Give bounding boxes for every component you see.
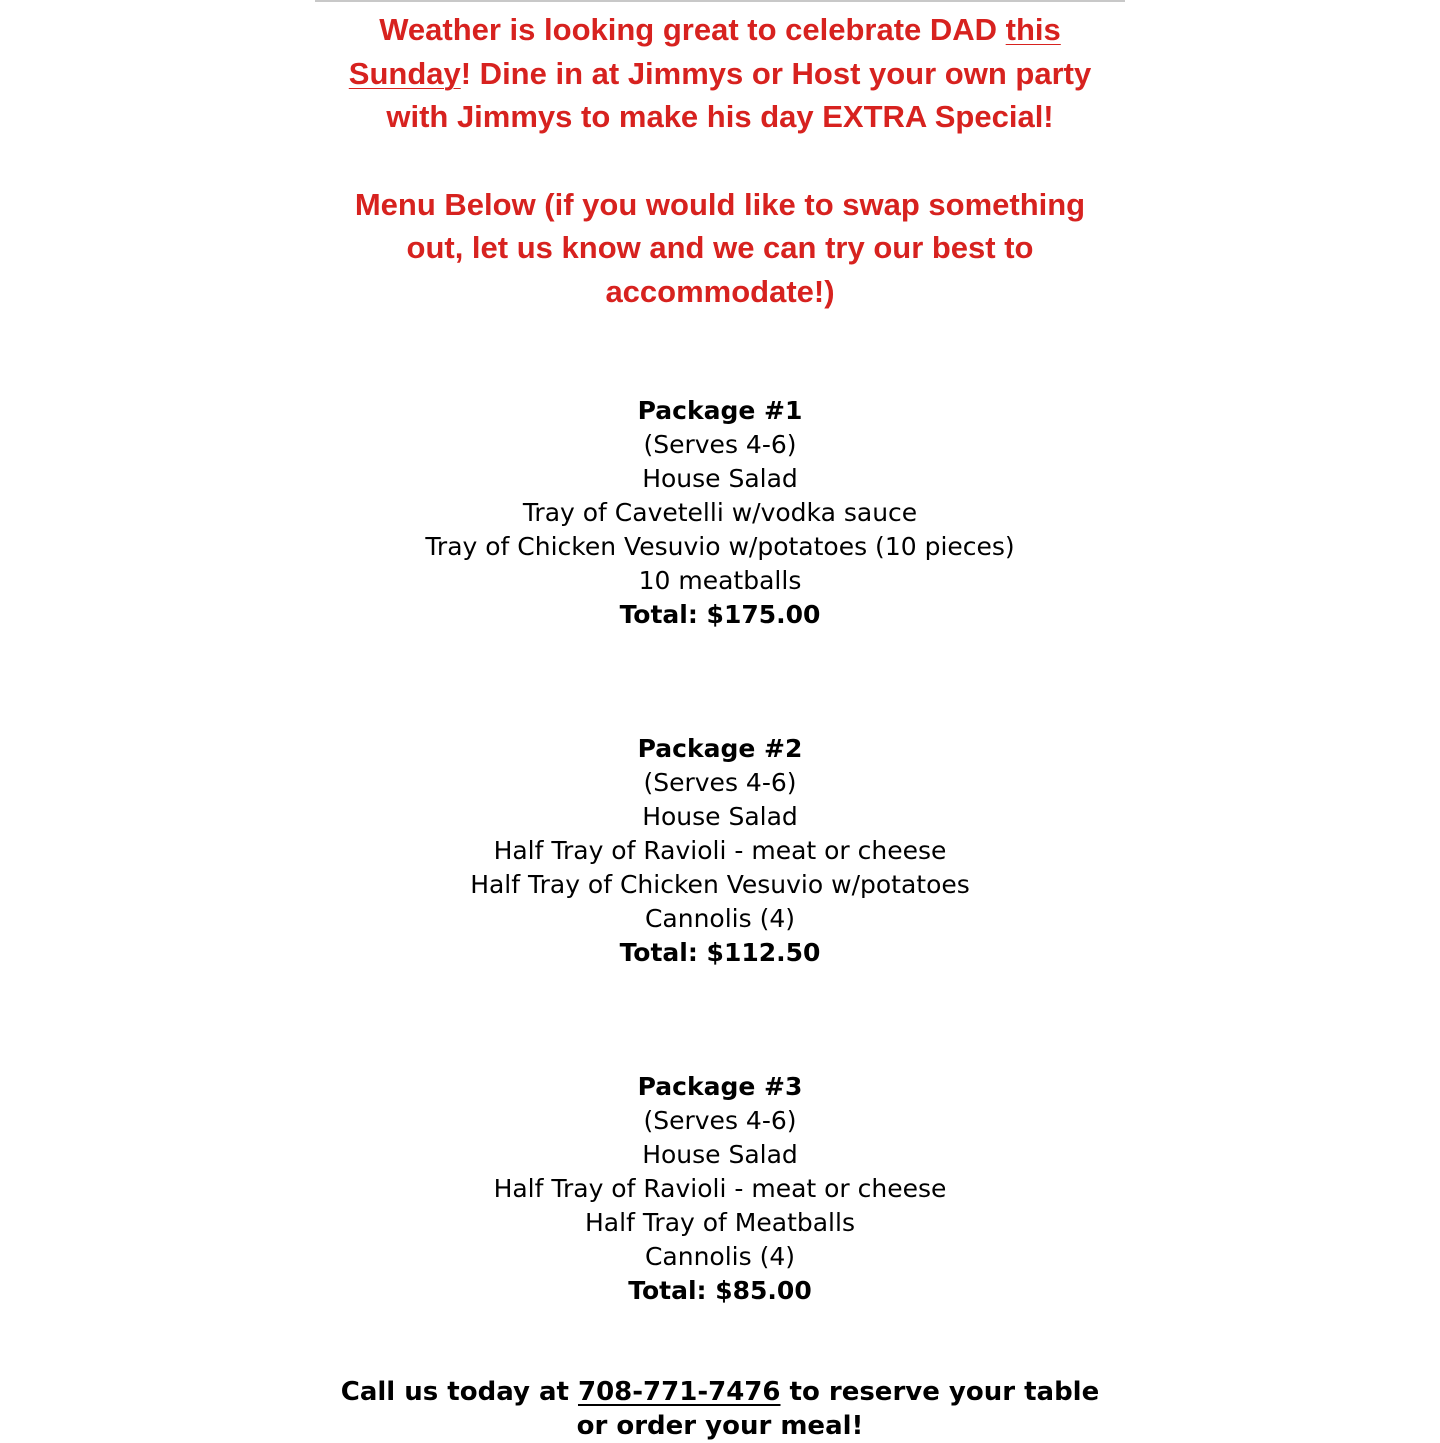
package-serves: (Serves 4-6): [643, 430, 797, 459]
package-item: House Salad: [642, 1140, 798, 1169]
top-divider: [315, 0, 1125, 2]
package-title: Package #2: [637, 734, 803, 763]
announcement-text: [340, 8, 1100, 313]
call-to-action: [340, 1375, 1100, 1443]
menu-note: Menu Below (if you would like to swap something out, let us know and we can try our best to accommodate!): [354, 186, 1086, 309]
package-title: Package #1: [637, 396, 803, 425]
package-item: House Salad: [642, 802, 798, 831]
this-sunday-link-part1: this: [1005, 12, 1061, 47]
package-serves: (Serves 4-6): [643, 1106, 797, 1135]
package-item: Tray of Chicken Vesuvio w/potatoes (10 pieces): [425, 532, 1015, 561]
package-item: Half Tray of Ravioli - meat or cheese: [493, 836, 947, 865]
package-total: Total: $175.00: [619, 600, 821, 629]
this-sunday-link-part2: Sunday: [348, 55, 461, 91]
announcement-rest: ! Dine in at Jimmys or Host your own party with Jimmys to make his day EXTRA Special!: [386, 55, 1092, 134]
package-1: [340, 394, 1100, 632]
announcement-paragraph: [340, 8, 1100, 139]
package-total: Total: $85.00: [628, 1276, 812, 1305]
package-item: Cannolis (4): [644, 1242, 796, 1271]
package-title: Package #3: [637, 1072, 803, 1101]
package-item: Cannolis (4): [644, 904, 796, 933]
cta-rest: to reserve your table or order your meal!: [576, 1377, 1100, 1441]
phone-link[interactable]: 708-771-7476: [577, 1377, 781, 1407]
cta-lead: Call us today at: [340, 1377, 578, 1407]
package-item: Half Tray of Ravioli - meat or cheese: [493, 1174, 947, 1203]
package-total: Total: $112.50: [619, 938, 821, 967]
package-item: Half Tray of Chicken Vesuvio w/potatoes: [470, 870, 970, 899]
announcement-lead: Weather is looking great to celebrate DAD: [379, 12, 1006, 47]
package-serves: (Serves 4-6): [643, 768, 797, 797]
package-3: [340, 1070, 1100, 1308]
package-item: House Salad: [642, 464, 798, 493]
package-item: Half Tray of Meatballs: [585, 1208, 855, 1237]
package-2: [340, 732, 1100, 970]
package-item: 10 meatballs: [638, 566, 802, 595]
package-item: Tray of Cavetelli w/vodka sauce: [522, 498, 918, 527]
